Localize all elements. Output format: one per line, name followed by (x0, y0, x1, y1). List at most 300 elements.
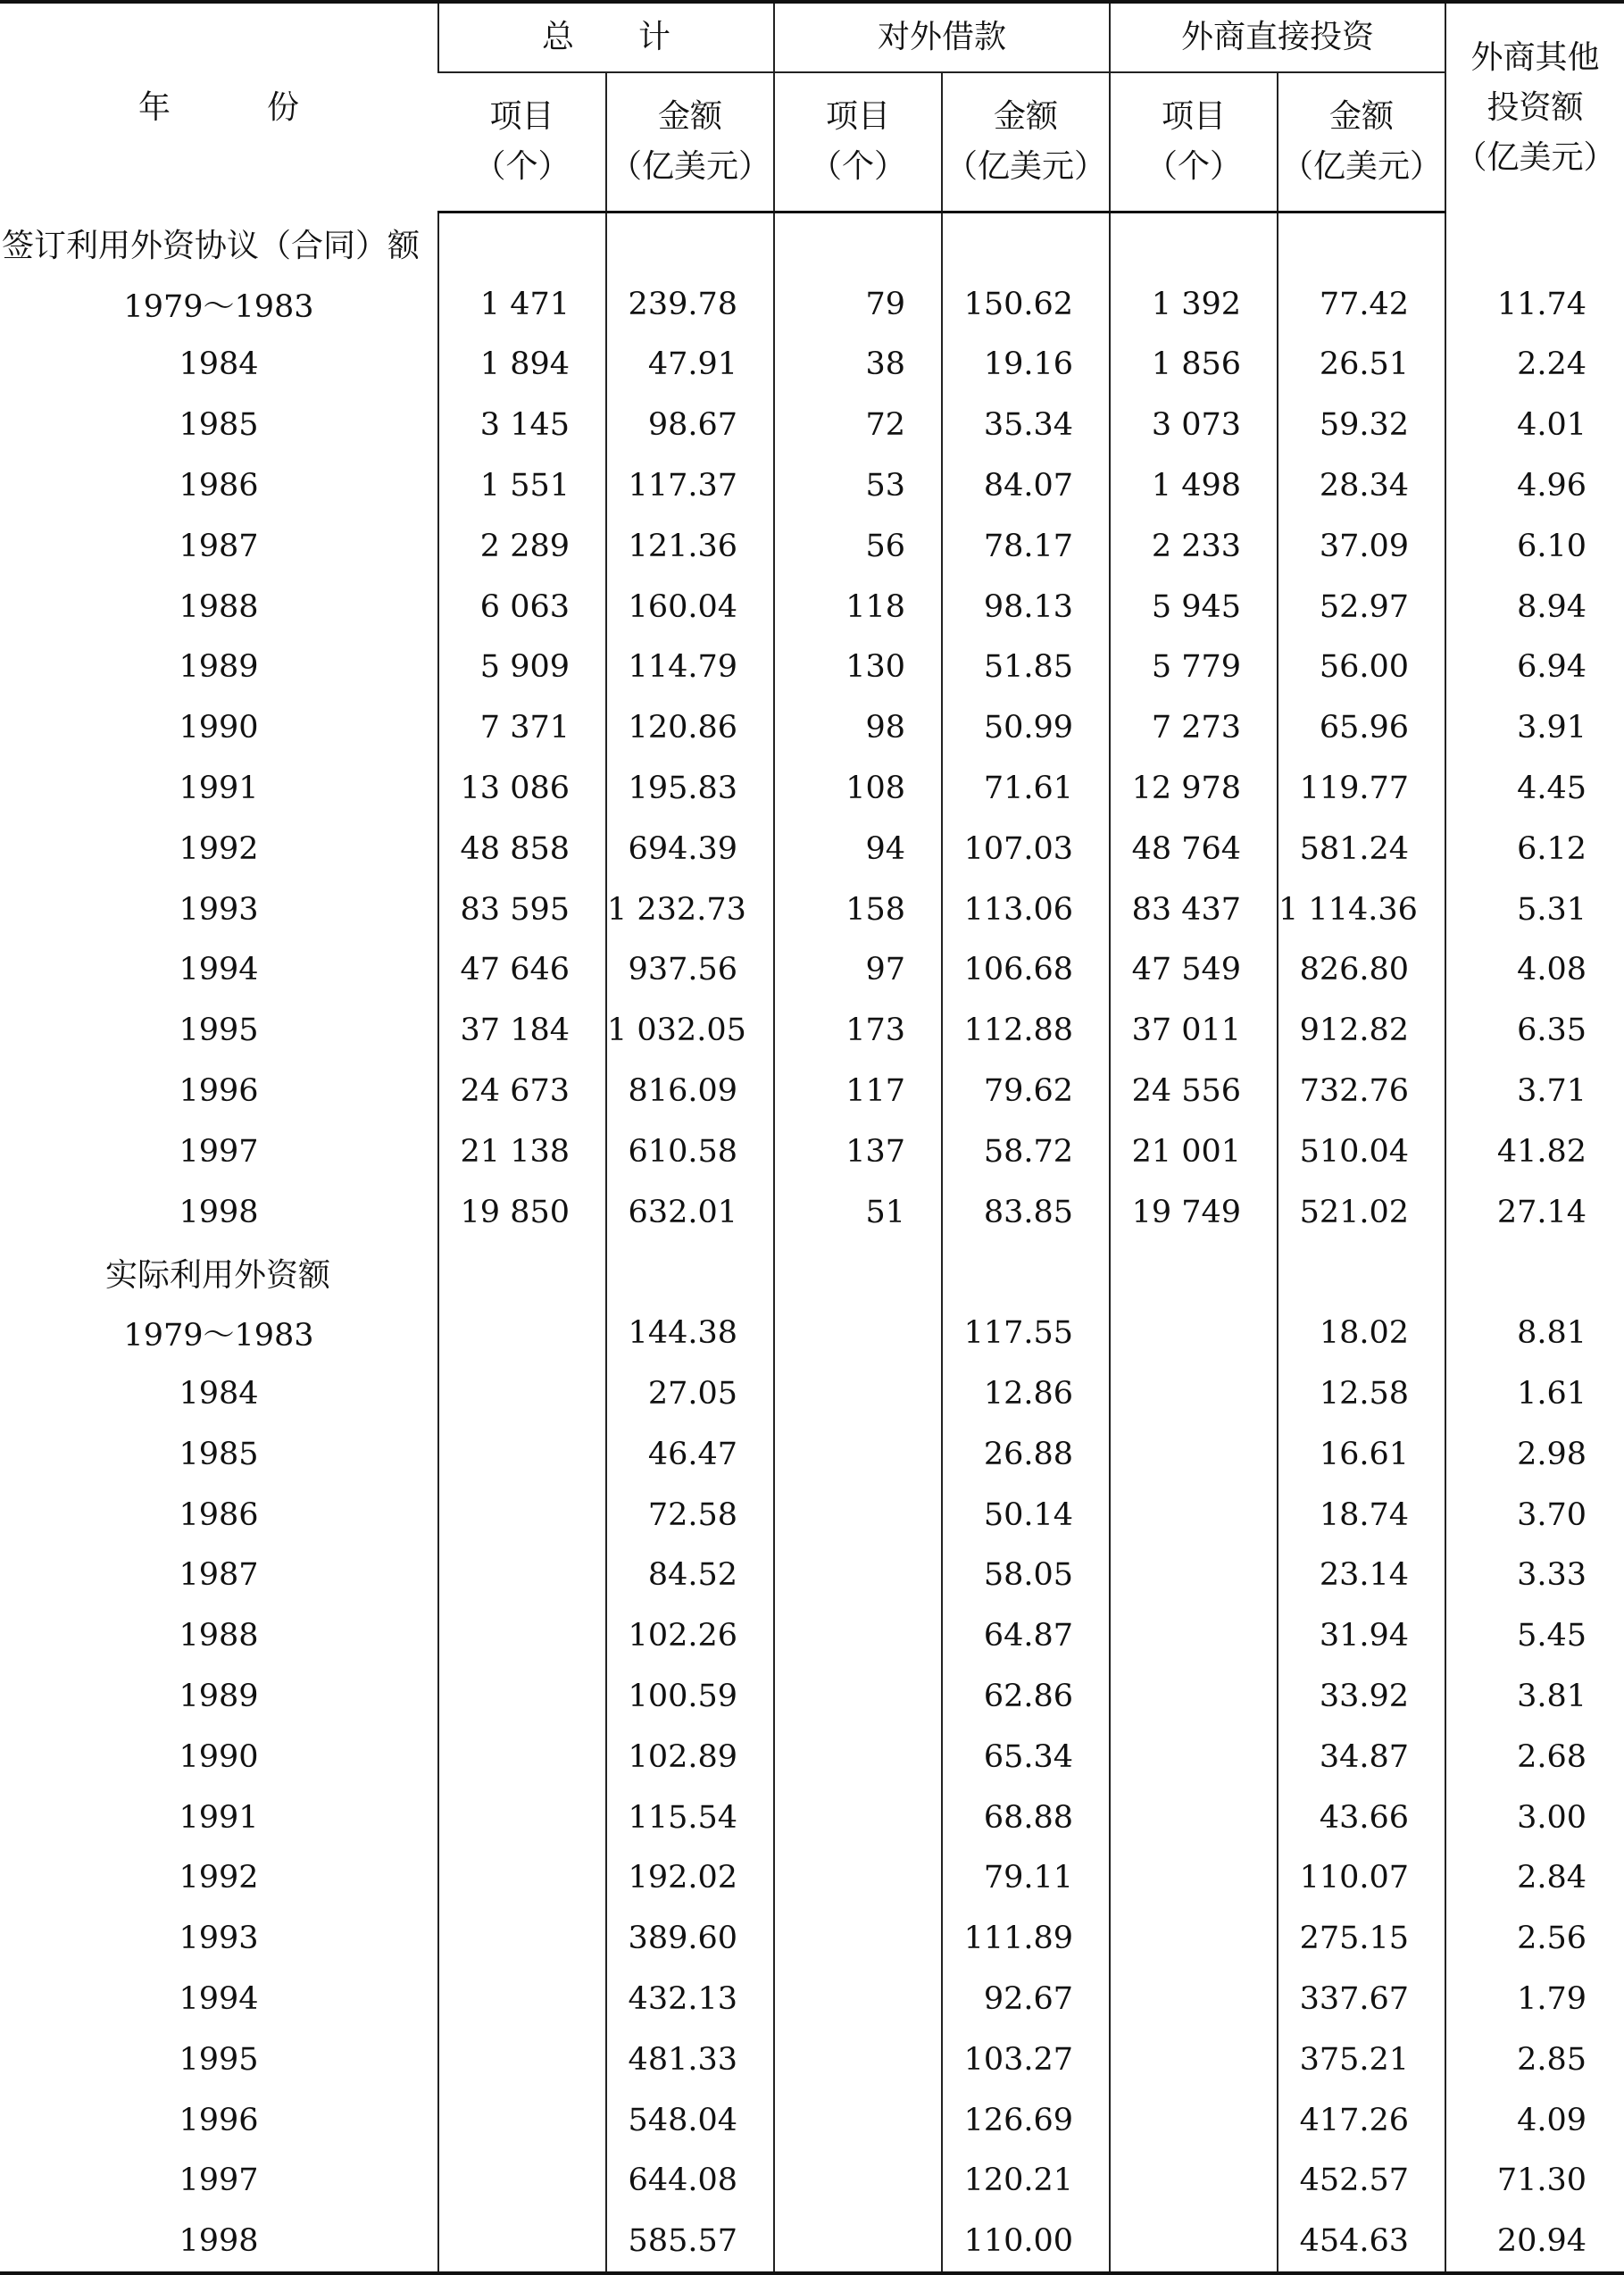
year-cell: 1979～1983 (123, 288, 314, 325)
value-cell-t-a: 27.05 (606, 1363, 774, 1424)
year-cell: 1987 (179, 528, 259, 564)
value-cell-l-n: 158 (774, 879, 942, 940)
fdi-amount-header: 金额 （亿美元） (1278, 72, 1445, 212)
value-cell-o: 5.31 (1445, 879, 1624, 940)
value-cell-t-n: 3 145 (438, 395, 606, 455)
value-cell-t-a: 192.02 (606, 1848, 774, 1909)
value-cell-f-a: 521.02 (1278, 1182, 1445, 1243)
empty-cell (1110, 1243, 1278, 1304)
table-row (0, 819, 1624, 879)
value-cell-o: 3.33 (1445, 1546, 1624, 1606)
value-cell-t-n (438, 1908, 606, 1969)
year-cell: 1993 (179, 1921, 259, 1957)
empty-cell (1278, 1243, 1445, 1304)
table-row (0, 758, 1624, 819)
value-cell-l-a: 112.88 (942, 1000, 1110, 1061)
value-cell-l-a: 126.69 (942, 2090, 1110, 2151)
value-cell-o: 2.84 (1445, 1848, 1624, 1909)
year-cell: 1997 (179, 1133, 259, 1170)
table-row (0, 1727, 1624, 1788)
value-cell-t-n: 37 184 (438, 1000, 606, 1061)
value-cell-f-a: 28.34 (1278, 455, 1445, 516)
value-cell-t-n (438, 1848, 606, 1909)
value-cell-t-n (438, 1666, 606, 1727)
value-cell-o: 6.94 (1445, 638, 1624, 698)
value-cell-l-n (774, 2090, 942, 2151)
value-cell-t-a: 389.60 (606, 1908, 774, 1969)
value-cell-l-a: 117.55 (942, 1303, 1110, 1363)
value-cell-f-n: 21 001 (1110, 1121, 1278, 1182)
value-cell-o: 3.71 (1445, 1061, 1624, 1121)
value-cell-l-a: 62.86 (942, 1666, 1110, 1727)
value-cell-l-n (774, 2151, 942, 2212)
value-cell-t-n: 6 063 (438, 577, 606, 638)
value-cell-o: 3.81 (1445, 1666, 1624, 1727)
value-cell-t-n (438, 2029, 606, 2090)
table-row (0, 1908, 1624, 1969)
total-group-header: 总 计 (438, 2, 774, 72)
year-cell: 1989 (179, 1679, 259, 1715)
value-cell-t-a: 432.13 (606, 1969, 774, 2029)
value-cell-f-n (1110, 1424, 1278, 1485)
value-cell-l-a: 79.62 (942, 1061, 1110, 1121)
value-cell-f-n (1110, 2211, 1278, 2273)
value-cell-o: 3.00 (1445, 1788, 1624, 1848)
value-cell-f-n: 5 945 (1110, 577, 1278, 638)
table-row (0, 1969, 1624, 2029)
value-cell-t-n: 2 289 (438, 516, 606, 577)
empty-cell (774, 1243, 942, 1304)
value-cell-t-a: 98.67 (606, 395, 774, 455)
value-cell-l-a: 120.21 (942, 2151, 1110, 2212)
value-cell-o: 8.94 (1445, 577, 1624, 638)
value-cell-f-a: 581.24 (1278, 819, 1445, 879)
value-cell-t-a: 46.47 (606, 1424, 774, 1485)
value-cell-t-n: 1 471 (438, 274, 606, 335)
value-cell-t-a: 548.04 (606, 2090, 774, 2151)
value-cell-l-n: 97 (774, 940, 942, 1001)
value-cell-l-a: 84.07 (942, 455, 1110, 516)
year-cell: 1997 (179, 2162, 259, 2199)
total-amount-header: 金额 （亿美元） (606, 72, 774, 212)
value-cell-t-n: 5 909 (438, 638, 606, 698)
value-cell-l-a: 92.67 (942, 1969, 1110, 2029)
value-cell-f-n (1110, 1908, 1278, 1969)
value-cell-o: 41.82 (1445, 1121, 1624, 1182)
empty-cell (774, 212, 942, 274)
empty-cell (1278, 212, 1445, 274)
table-row (0, 638, 1624, 698)
table-row (0, 1424, 1624, 1485)
other-header-line-2: 投资额 (1487, 88, 1584, 126)
table-row (0, 697, 1624, 758)
value-cell-t-a: 1 232.73 (606, 879, 774, 940)
empty-cell (942, 212, 1110, 274)
value-cell-l-a: 103.27 (942, 2029, 1110, 2090)
value-cell-f-n (1110, 1303, 1278, 1363)
value-cell-t-n (438, 2211, 606, 2273)
year-cell: 1979～1983 (123, 1318, 314, 1354)
value-cell-t-a: 102.89 (606, 1727, 774, 1788)
value-cell-l-n: 117 (774, 1061, 942, 1121)
value-cell-f-a: 337.67 (1278, 1969, 1445, 2029)
value-cell-o: 5.45 (1445, 1605, 1624, 1666)
value-cell-t-a: 117.37 (606, 455, 774, 516)
value-cell-l-a: 19.16 (942, 335, 1110, 396)
value-cell-l-n (774, 1969, 942, 2029)
value-cell-t-a: 694.39 (606, 819, 774, 879)
value-cell-f-a: 34.87 (1278, 1727, 1445, 1788)
value-cell-o: 4.01 (1445, 395, 1624, 455)
year-cell: 1992 (179, 830, 259, 867)
value-cell-l-a: 111.89 (942, 1908, 1110, 1969)
value-cell-o: 8.81 (1445, 1303, 1624, 1363)
value-cell-l-n: 72 (774, 395, 942, 455)
value-cell-l-a: 65.34 (942, 1727, 1110, 1788)
year-column-header: 年 份 (0, 2, 438, 212)
value-cell-t-n: 83 595 (438, 879, 606, 940)
value-cell-f-a: 56.00 (1278, 638, 1445, 698)
value-cell-l-n: 108 (774, 758, 942, 819)
table-row (0, 516, 1624, 577)
value-cell-t-a: 100.59 (606, 1666, 774, 1727)
value-cell-f-a: 275.15 (1278, 1908, 1445, 1969)
table-row (0, 2151, 1624, 2212)
table-row (0, 879, 1624, 940)
value-cell-l-a: 106.68 (942, 940, 1110, 1001)
year-cell: 1994 (179, 952, 259, 988)
value-cell-f-n: 1 856 (1110, 335, 1278, 396)
value-cell-l-n (774, 1605, 942, 1666)
value-cell-t-a: 585.57 (606, 2211, 774, 2273)
table-row (0, 1121, 1624, 1182)
section-row (0, 212, 1624, 274)
empty-cell (606, 1243, 774, 1304)
year-cell: 1996 (179, 1073, 259, 1110)
table-header (0, 2, 1624, 212)
value-cell-t-a: 632.01 (606, 1182, 774, 1243)
year-cell: 1984 (179, 1376, 259, 1412)
value-cell-l-a: 12.86 (942, 1363, 1110, 1424)
value-cell-f-n: 3 073 (1110, 395, 1278, 455)
value-cell-l-n: 56 (774, 516, 942, 577)
section-title: 签订利用外资协议（合同）额 (2, 227, 421, 264)
table-body (0, 212, 1624, 2274)
year-cell: 1986 (179, 1496, 259, 1533)
value-cell-f-n: 1 392 (1110, 274, 1278, 335)
other-investment-header (1445, 2, 1624, 212)
value-cell-l-a: 113.06 (942, 879, 1110, 940)
value-cell-f-n: 47 549 (1110, 940, 1278, 1001)
value-cell-l-n: 94 (774, 819, 942, 879)
year-cell: 1988 (179, 588, 259, 625)
value-cell-o: 4.45 (1445, 758, 1624, 819)
value-cell-t-n: 24 673 (438, 1061, 606, 1121)
value-cell-t-a: 610.58 (606, 1121, 774, 1182)
value-cell-f-n (1110, 2029, 1278, 2090)
value-cell-f-n: 48 764 (1110, 819, 1278, 879)
value-cell-l-a: 98.13 (942, 577, 1110, 638)
table-row (0, 577, 1624, 638)
value-cell-l-a: 107.03 (942, 819, 1110, 879)
value-cell-l-a: 79.11 (942, 1848, 1110, 1909)
value-cell-f-a: 110.07 (1278, 1848, 1445, 1909)
year-cell: 1994 (179, 1981, 259, 2017)
value-cell-t-n (438, 1546, 606, 1606)
value-cell-f-a: 375.21 (1278, 2029, 1445, 2090)
empty-cell (1110, 212, 1278, 274)
value-cell-l-a: 58.05 (942, 1546, 1110, 1606)
value-cell-l-n (774, 2029, 942, 2090)
value-cell-l-a: 68.88 (942, 1788, 1110, 1848)
table-row (0, 1546, 1624, 1606)
value-cell-t-n (438, 1424, 606, 1485)
value-cell-f-a: 33.92 (1278, 1666, 1445, 1727)
table-row (0, 1605, 1624, 1666)
value-cell-t-a: 481.33 (606, 2029, 774, 2090)
value-cell-f-n: 19 749 (1110, 1182, 1278, 1243)
table-row (0, 2090, 1624, 2151)
value-cell-o: 4.08 (1445, 940, 1624, 1001)
year-cell: 1985 (179, 1436, 259, 1472)
value-cell-t-a: 144.38 (606, 1303, 774, 1363)
table-row (0, 1061, 1624, 1121)
value-cell-l-n (774, 1908, 942, 1969)
value-cell-o: 6.35 (1445, 1000, 1624, 1061)
value-cell-l-n (774, 1363, 942, 1424)
value-cell-o: 11.74 (1445, 274, 1624, 335)
value-cell-o: 6.10 (1445, 516, 1624, 577)
table-row (0, 1848, 1624, 1909)
empty-cell (942, 1243, 1110, 1304)
value-cell-l-n: 79 (774, 274, 942, 335)
value-cell-f-n: 2 233 (1110, 516, 1278, 577)
loans-projects-header: 项目 （个） (774, 72, 942, 212)
value-cell-f-a: 1 114.36 (1278, 879, 1445, 940)
value-cell-f-n (1110, 1363, 1278, 1424)
value-cell-o: 2.98 (1445, 1424, 1624, 1485)
value-cell-t-a: 644.08 (606, 2151, 774, 2212)
year-cell: 1986 (179, 468, 259, 504)
value-cell-t-a: 115.54 (606, 1788, 774, 1848)
empty-cell (1445, 1243, 1624, 1304)
fdi-group-header: 外商直接投资 (1110, 2, 1445, 72)
value-cell-f-n (1110, 2090, 1278, 2151)
value-cell-f-n (1110, 1605, 1278, 1666)
value-cell-f-a: 31.94 (1278, 1605, 1445, 1666)
value-cell-f-n (1110, 1969, 1278, 2029)
value-cell-t-n: 7 371 (438, 697, 606, 758)
table-row (0, 1666, 1624, 1727)
value-cell-l-a: 26.88 (942, 1424, 1110, 1485)
value-cell-f-a: 452.57 (1278, 2151, 1445, 2212)
year-cell: 1984 (179, 346, 259, 383)
value-cell-l-n: 173 (774, 1000, 942, 1061)
year-cell: 1990 (179, 1738, 259, 1775)
value-cell-l-n: 38 (774, 335, 942, 396)
value-cell-t-n (438, 1969, 606, 2029)
value-cell-o: 1.61 (1445, 1363, 1624, 1424)
value-cell-f-a: 43.66 (1278, 1788, 1445, 1848)
value-cell-f-a: 417.26 (1278, 2090, 1445, 2151)
value-cell-f-a: 12.58 (1278, 1363, 1445, 1424)
year-cell: 1995 (179, 1012, 259, 1049)
value-cell-f-a: 119.77 (1278, 758, 1445, 819)
value-cell-f-n (1110, 1848, 1278, 1909)
year-cell: 1993 (179, 891, 259, 928)
value-cell-l-n (774, 1546, 942, 1606)
empty-cell (1445, 212, 1624, 274)
value-cell-f-n (1110, 2151, 1278, 2212)
value-cell-f-a: 912.82 (1278, 1000, 1445, 1061)
value-cell-o: 20.94 (1445, 2211, 1624, 2273)
table-row (0, 2029, 1624, 2090)
value-cell-l-a: 51.85 (942, 638, 1110, 698)
value-cell-l-n (774, 1727, 942, 1788)
value-cell-t-a: 1 032.05 (606, 1000, 774, 1061)
year-cell: 1998 (0, 2211, 438, 2273)
table-row (0, 1788, 1624, 1848)
table-row (0, 2211, 1624, 2273)
value-cell-l-n (774, 2211, 942, 2273)
section-title: 实际利用外资额 (105, 1256, 331, 1294)
value-cell-f-n: 1 498 (1110, 455, 1278, 516)
value-cell-t-n: 1 894 (438, 335, 606, 396)
table-row (0, 1363, 1624, 1424)
value-cell-l-n (774, 1424, 942, 1485)
value-cell-t-n (438, 1485, 606, 1546)
year-cell: 1992 (179, 1860, 259, 1896)
value-cell-t-n (438, 1303, 606, 1363)
value-cell-t-a: 102.26 (606, 1605, 774, 1666)
loans-group-header: 对外借款 (774, 2, 1110, 72)
table-row (0, 1000, 1624, 1061)
value-cell-f-a: 23.14 (1278, 1546, 1445, 1606)
value-cell-t-n: 21 138 (438, 1121, 606, 1182)
value-cell-l-a: 150.62 (942, 274, 1110, 335)
table-row (0, 1182, 1624, 1243)
value-cell-t-a: 114.79 (606, 638, 774, 698)
value-cell-l-n: 137 (774, 1121, 942, 1182)
table-row (0, 1303, 1624, 1363)
value-cell-t-a: 47.91 (606, 335, 774, 396)
value-cell-o: 2.85 (1445, 2029, 1624, 2090)
value-cell-l-n: 51 (774, 1182, 942, 1243)
value-cell-f-a: 510.04 (1278, 1121, 1445, 1182)
fdi-projects-header: 项目 （个） (1110, 72, 1278, 212)
table-row (0, 274, 1624, 335)
value-cell-f-n (1110, 1546, 1278, 1606)
value-cell-t-n (438, 1605, 606, 1666)
value-cell-t-a: 84.52 (606, 1546, 774, 1606)
value-cell-l-a: 50.14 (942, 1485, 1110, 1546)
year-cell: 1991 (179, 1799, 259, 1836)
value-cell-t-a: 239.78 (606, 274, 774, 335)
other-header-line-1: 外商其他 (1470, 39, 1600, 77)
value-cell-l-a: 83.85 (942, 1182, 1110, 1243)
value-cell-o: 6.12 (1445, 819, 1624, 879)
value-cell-o: 4.96 (1445, 455, 1624, 516)
value-cell-f-a: 52.97 (1278, 577, 1445, 638)
value-cell-t-a: 937.56 (606, 940, 774, 1001)
value-cell-o: 1.79 (1445, 1969, 1624, 2029)
value-cell-f-a: 16.61 (1278, 1424, 1445, 1485)
table-row (0, 455, 1624, 516)
value-cell-f-a: 826.80 (1278, 940, 1445, 1001)
value-cell-l-n (774, 1303, 942, 1363)
empty-cell (438, 1243, 606, 1304)
value-cell-f-a: 454.63 (1278, 2211, 1445, 2273)
value-cell-l-n: 118 (774, 577, 942, 638)
value-cell-l-a: 64.87 (942, 1605, 1110, 1666)
value-cell-t-a: 72.58 (606, 1485, 774, 1546)
value-cell-f-a: 18.74 (1278, 1485, 1445, 1546)
value-cell-f-n: 83 437 (1110, 879, 1278, 940)
value-cell-o: 2.24 (1445, 335, 1624, 396)
year-cell: 1990 (179, 710, 259, 746)
value-cell-t-n (438, 1727, 606, 1788)
value-cell-t-n (438, 2151, 606, 2212)
value-cell-f-n (1110, 1485, 1278, 1546)
value-cell-f-n: 24 556 (1110, 1061, 1278, 1121)
value-cell-l-a: 78.17 (942, 516, 1110, 577)
value-cell-t-n (438, 1788, 606, 1848)
value-cell-l-a: 71.61 (942, 758, 1110, 819)
value-cell-f-a: 59.32 (1278, 395, 1445, 455)
value-cell-f-a: 18.02 (1278, 1303, 1445, 1363)
value-cell-o: 2.56 (1445, 1908, 1624, 1969)
value-cell-o: 27.14 (1445, 1182, 1624, 1243)
table-row (0, 395, 1624, 455)
value-cell-o: 3.91 (1445, 697, 1624, 758)
value-cell-l-n (774, 1485, 942, 1546)
value-cell-f-n: 37 011 (1110, 1000, 1278, 1061)
value-cell-t-a: 121.36 (606, 516, 774, 577)
value-cell-l-n: 98 (774, 697, 942, 758)
value-cell-f-n: 5 779 (1110, 638, 1278, 698)
value-cell-o: 4.09 (1445, 2090, 1624, 2151)
table-row (0, 940, 1624, 1001)
value-cell-f-a: 77.42 (1278, 274, 1445, 335)
value-cell-t-n: 48 858 (438, 819, 606, 879)
empty-cell (606, 212, 774, 274)
value-cell-f-a: 732.76 (1278, 1061, 1445, 1121)
year-cell: 1989 (179, 649, 259, 686)
value-cell-t-n: 19 850 (438, 1182, 606, 1243)
year-cell: 1987 (179, 1557, 259, 1594)
other-header-line-3: （亿美元） (1454, 138, 1616, 176)
value-cell-l-n (774, 1788, 942, 1848)
value-cell-o: 2.68 (1445, 1727, 1624, 1788)
year-cell: 1998 (179, 1194, 259, 1230)
value-cell-l-a: 35.34 (942, 395, 1110, 455)
value-cell-t-a: 120.86 (606, 697, 774, 758)
year-cell: 1988 (179, 1618, 259, 1654)
total-projects-header: 项目 （个） (438, 72, 606, 212)
empty-cell (438, 212, 606, 274)
value-cell-f-n (1110, 1727, 1278, 1788)
value-cell-l-n: 130 (774, 638, 942, 698)
table-row (0, 335, 1624, 396)
value-cell-t-n: 47 646 (438, 940, 606, 1001)
value-cell-t-a: 195.83 (606, 758, 774, 819)
value-cell-f-n: 12 978 (1110, 758, 1278, 819)
value-cell-f-a: 65.96 (1278, 697, 1445, 758)
value-cell-f-n: 7 273 (1110, 697, 1278, 758)
value-cell-t-a: 160.04 (606, 577, 774, 638)
year-cell: 1996 (179, 2102, 259, 2138)
value-cell-t-a: 816.09 (606, 1061, 774, 1121)
